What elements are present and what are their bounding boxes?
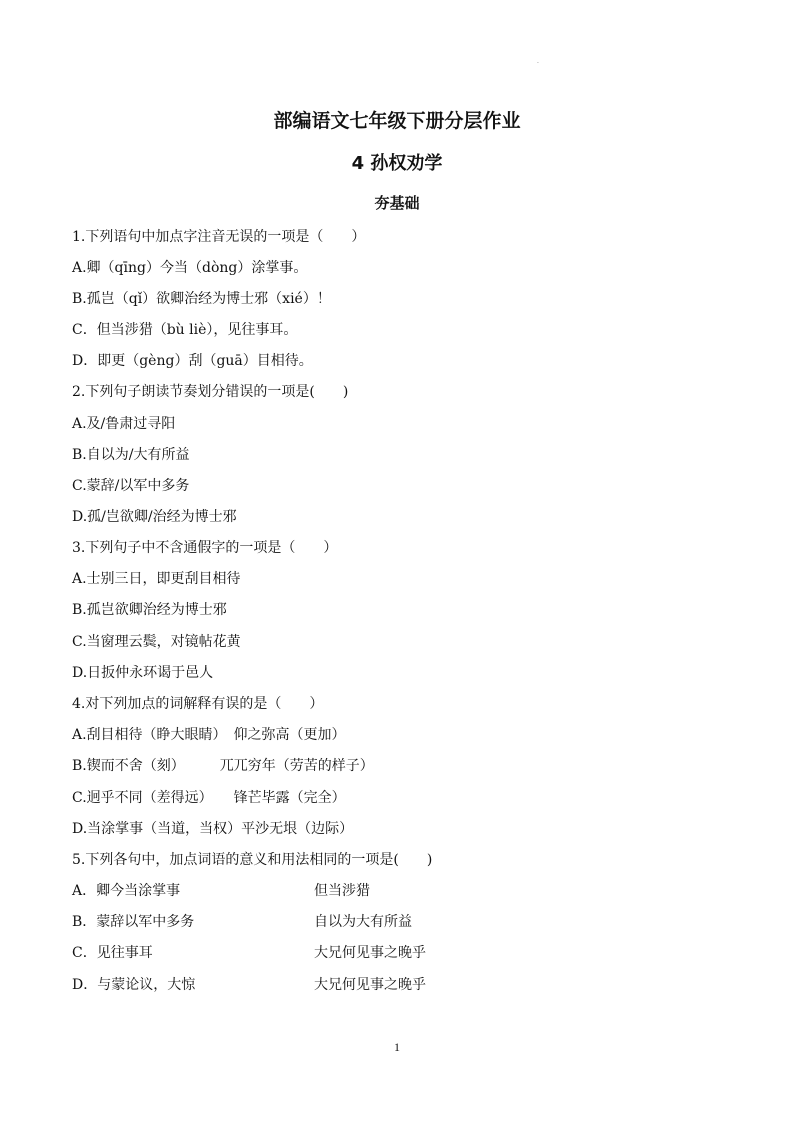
question-3-option-d: D.日扳仲永环谒于邑人 bbox=[72, 665, 214, 681]
question-5-option-b-left: B．蒙辞以军中多务 bbox=[72, 914, 195, 930]
question-5-option-d-right: 大兄何见事之晚乎 bbox=[314, 977, 426, 993]
document-title: 部编语文七年级下册分层作业 bbox=[273, 110, 521, 132]
question-5-option-a-right: 但当涉猎 bbox=[314, 883, 370, 899]
question-5-option-d-left: D．与蒙论议，大惊 bbox=[72, 977, 196, 993]
header-mark: · bbox=[537, 60, 539, 67]
question-1-option-b: B.孤岂（qǐ）欲卿治经为博士邪（xié）！ bbox=[72, 291, 331, 307]
question-3-option-c: C.当窗理云鬓，对镜帖花黄 bbox=[72, 634, 241, 650]
question-2: 2.下列句子朗读节奏划分错误的一项是( ) bbox=[72, 384, 349, 400]
question-5: 5.下列各句中，加点词语的意义和用法相同的一项是( ) bbox=[72, 852, 433, 868]
question-4-option-a: A.刮目相待（睁大眼睛） 仰之弥高（更加） bbox=[72, 727, 346, 743]
question-3-option-a: A.士别三日，即更刮目相待 bbox=[72, 571, 241, 587]
question-1: 1.下列语句中加点字注音无误的一项是（ ） bbox=[72, 229, 366, 245]
question-3-option-b: B.孤岂欲卿治经为博士邪 bbox=[72, 602, 227, 618]
question-5-option-b-right: 自以为大有所益 bbox=[314, 914, 412, 930]
question-2-option-c: C.蒙辞/以军中多务 bbox=[72, 478, 190, 494]
question-4-option-b: B.锲而不舍（刻） 兀兀穷年（劳苦的样子） bbox=[72, 758, 374, 774]
question-4: 4.对下列加点的词解释有误的是（ ） bbox=[72, 696, 324, 712]
question-2-option-d: D.孤/岂欲卿/治经为博士邪 bbox=[72, 509, 237, 525]
question-3: 3.下列句子中不含通假字的一项是（ ） bbox=[72, 540, 338, 556]
question-4-option-d: D.当涂掌事（当道，当权）平沙无垠（边际） bbox=[72, 821, 354, 837]
question-5-option-c-left: C．见往事耳 bbox=[72, 945, 153, 961]
question-5-option-c-right: 大兄何见事之晚乎 bbox=[314, 945, 426, 961]
lesson-title: 4 孙权劝学 bbox=[351, 153, 443, 174]
question-1-option-a: A.卿（qīng）今当（dòng）涂掌事。 bbox=[72, 260, 308, 276]
question-4-option-c: C.迥乎不同（差得远） 锋芒毕露（完全） bbox=[72, 790, 346, 806]
section-heading: 夯基础 bbox=[374, 194, 420, 212]
question-1-option-d: D．即更（gèng）刮（guā）目相待。 bbox=[72, 353, 313, 369]
question-1-option-c: C．但当涉猎（bù liè），见往事耳。 bbox=[72, 322, 298, 338]
question-2-option-b: B.自以为/大有所益 bbox=[72, 447, 190, 463]
question-2-option-a: A.及/鲁肃过寻阳 bbox=[72, 416, 176, 432]
page-number: 1 bbox=[394, 1040, 400, 1054]
question-5-option-a-left: A．卿今当涂掌事 bbox=[72, 883, 181, 899]
